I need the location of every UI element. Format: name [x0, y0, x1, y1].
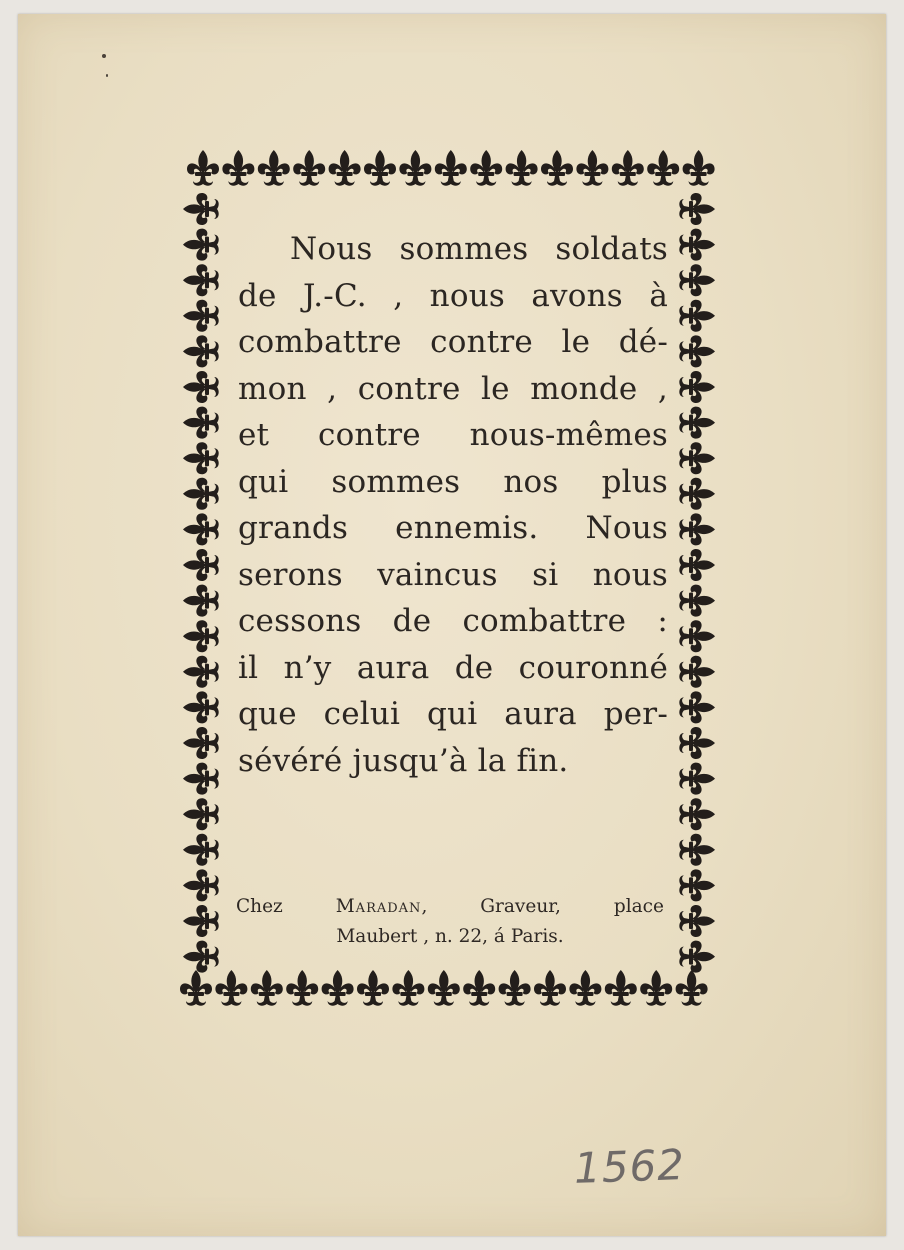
fleur-de-lis-icon: [183, 834, 219, 866]
fleur-de-lis-icon: [679, 407, 715, 439]
fleur-de-lis-icon: [679, 585, 715, 617]
fleur-de-lis-icon: [329, 150, 361, 186]
fleur-de-lis-icon: [679, 656, 715, 688]
fleur-de-lis-icon: [364, 150, 396, 186]
fleur-de-lis-icon: [183, 620, 219, 652]
fleur-de-lis-icon: [258, 150, 290, 186]
engraver-name: Maradan: [335, 896, 422, 917]
ink-speck: [106, 74, 108, 77]
fleur-de-lis-icon: [499, 970, 531, 1006]
fleur-de-lis-icon: [534, 970, 566, 1006]
fleur-de-lis-icon: [569, 970, 601, 1006]
text-line: qui sommes nos plus: [238, 463, 668, 500]
text-line: sévéré jusqu’à la fin.: [238, 742, 569, 779]
border-top: [187, 150, 715, 186]
fleur-de-lis-icon: [679, 229, 715, 261]
text-line: et contre nous-mêmes: [238, 417, 668, 453]
fleur-de-lis-icon: [183, 656, 219, 688]
fleur-de-lis-icon: [676, 970, 708, 1006]
text-line: serons vaincus si nous: [238, 556, 668, 593]
fleur-de-lis-icon: [435, 150, 467, 186]
fleur-de-lis-icon: [679, 371, 715, 403]
fleur-de-lis-icon: [679, 478, 715, 510]
fleur-de-lis-icon: [605, 970, 637, 1006]
imprint-prefix: Chez: [236, 896, 283, 917]
fleur-de-lis-icon: [222, 150, 254, 186]
fleur-de-lis-icon: [679, 941, 715, 973]
fleur-de-lis-icon: [679, 549, 715, 581]
fleur-de-lis-icon: [183, 691, 219, 723]
border-left: [183, 193, 219, 973]
text-line: il n’y aura de couronné: [238, 649, 668, 686]
fleur-de-lis-icon: [183, 442, 219, 474]
fleur-de-lis-icon: [322, 970, 354, 1006]
paper-sheet: [18, 14, 886, 1236]
fleur-de-lis-icon: [679, 513, 715, 545]
text-line: combattre contre le dé-: [238, 324, 668, 360]
fleur-de-lis-icon: [183, 763, 219, 795]
fleur-de-lis-icon: [576, 150, 608, 186]
fleur-de-lis-icon: [183, 193, 219, 225]
text-line: mon , contre le monde ,: [238, 370, 668, 407]
fleur-de-lis-icon: [251, 970, 283, 1006]
fleur-de-lis-icon: [183, 941, 219, 973]
publisher-imprint: [236, 892, 664, 952]
fleur-de-lis-icon: [679, 905, 715, 937]
text-line: de J.-C. , nous avons à: [238, 277, 668, 314]
fleur-de-lis-icon: [187, 150, 219, 186]
fleur-de-lis-icon: [683, 150, 715, 186]
fleur-de-lis-icon: [640, 970, 672, 1006]
fleur-de-lis-icon: [286, 970, 318, 1006]
imprint-line-1: [236, 892, 664, 922]
fleur-de-lis-icon: [392, 970, 424, 1006]
fleur-de-lis-icon: [612, 150, 644, 186]
fleur-de-lis-icon: [679, 620, 715, 652]
fleur-de-lis-icon: [183, 478, 219, 510]
fleur-de-lis-icon: [183, 371, 219, 403]
ink-speck: [102, 54, 106, 58]
fleur-de-lis-icon: [215, 970, 247, 1006]
fleur-de-lis-icon: [679, 335, 715, 367]
text-line: grands ennemis. Nous: [238, 510, 668, 546]
fleur-de-lis-icon: [357, 970, 389, 1006]
fleur-de-lis-icon: [679, 834, 715, 866]
fleur-de-lis-icon: [183, 264, 219, 296]
imprint-rest: , Graveur, place: [421, 896, 664, 917]
fleur-de-lis-icon: [183, 727, 219, 759]
text-line: que celui qui aura per-: [238, 696, 668, 732]
fleur-de-lis-icon: [679, 442, 715, 474]
fleur-de-lis-icon: [679, 264, 715, 296]
fleur-de-lis-icon: [399, 150, 431, 186]
fleur-de-lis-icon: [679, 300, 715, 332]
fleur-de-lis-icon: [470, 150, 502, 186]
fleur-de-lis-icon: [183, 798, 219, 830]
fleur-de-lis-icon: [183, 229, 219, 261]
fleur-de-lis-icon: [183, 869, 219, 901]
fleur-de-lis-icon: [679, 763, 715, 795]
text-line: Nous sommes soldats: [290, 231, 668, 267]
inventory-number: 1562: [573, 1140, 686, 1193]
fleur-de-lis-icon: [541, 150, 573, 186]
fleur-de-lis-icon: [183, 585, 219, 617]
fleur-de-lis-icon: [506, 150, 538, 186]
border-right: [679, 193, 715, 973]
fleur-de-lis-icon: [679, 798, 715, 830]
border-bottom: [180, 970, 708, 1006]
fleur-de-lis-icon: [180, 970, 212, 1006]
imprint-line-2: Maubert , n. 22, á Paris.: [336, 926, 564, 947]
devotional-text: [238, 226, 668, 784]
fleur-de-lis-icon: [679, 727, 715, 759]
fleur-de-lis-icon: [183, 905, 219, 937]
fleur-de-lis-icon: [679, 193, 715, 225]
fleur-de-lis-icon: [183, 335, 219, 367]
fleur-de-lis-icon: [183, 513, 219, 545]
fleur-de-lis-icon: [183, 300, 219, 332]
text-line: cessons de combattre :: [238, 603, 668, 639]
fleur-de-lis-icon: [679, 869, 715, 901]
fleur-de-lis-icon: [183, 407, 219, 439]
fleur-de-lis-icon: [183, 549, 219, 581]
fleur-de-lis-icon: [647, 150, 679, 186]
fleur-de-lis-icon: [463, 970, 495, 1006]
fleur-de-lis-icon: [428, 970, 460, 1006]
fleur-de-lis-icon: [293, 150, 325, 186]
fleur-de-lis-icon: [679, 691, 715, 723]
